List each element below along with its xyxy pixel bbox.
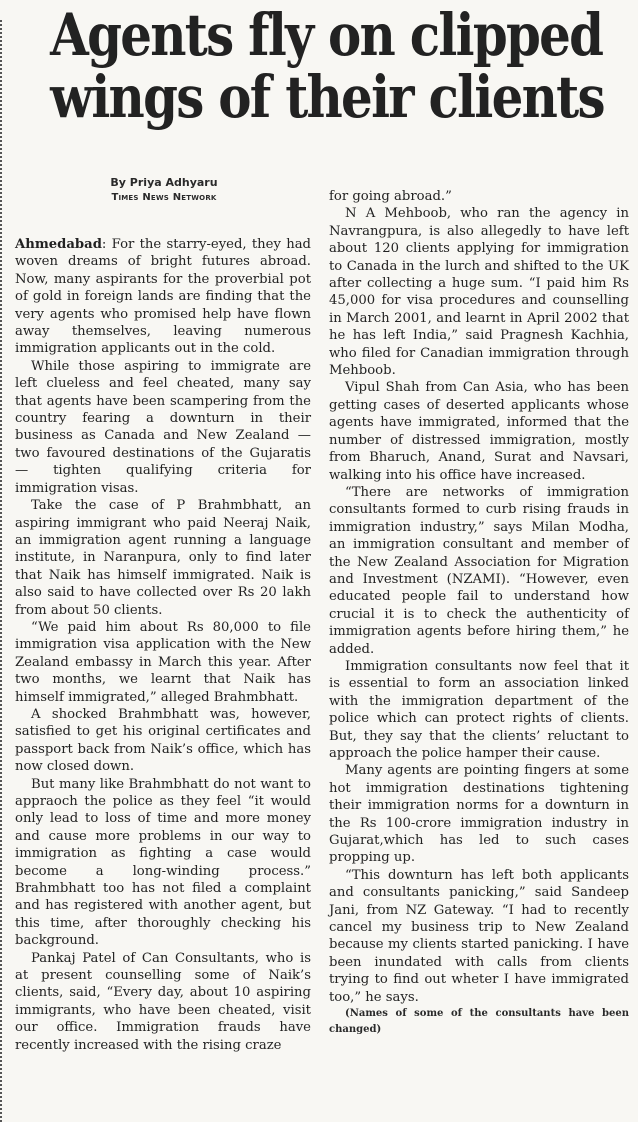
byline bbox=[18, 175, 310, 205]
paragraph: N A Mehboob, who ran the agency in Navrangpura, is also allegedly to have left about 120 clients applying for immigration to Canada in the lurch and shifted to the UK after collecting a huge sum. “I paid him Rs 45,000 for visa procedures and counselling in March 2001, and learnt in April 2002 that he has left India,” said Pragnesh Kachhia, who filed for Canadian immigration through Mehboob. bbox=[329, 206, 629, 379]
paragraph-text: : For the starry-eyed, they had woven dreams of bright futures abroad. Now, many aspirants for the proverbial pot of gold in foreign lands are finding that the very agents who promised help have flown away themselves, leaving numerous immigration applicants out in the cold. bbox=[15, 237, 311, 357]
paragraph: Take the case of P Brahmbhatt, an aspiring immigrant who paid Neeraj Naik, an immigration agent running a language institute, in Naranpura, only to find later that Naik has himself immigrated. Naik is also said to have collected over Rs 20 lakh from about 50 clients. bbox=[15, 498, 311, 618]
headline bbox=[6, 1, 636, 131]
paragraph: Pankaj Patel of Can Consultants, who is at present counselling some of Naik’s clients, said, “Every day, about 10 aspiring immigrants, who have been cheated, visit our office. Immigration frauds have recently increased with the rising craze bbox=[15, 950, 311, 1053]
paragraph: for going abroad.” bbox=[329, 189, 452, 204]
byline-agency: Times News Network bbox=[111, 192, 217, 203]
paragraph: Immigration consultants now feel that it is essential to form an association linked with the immigration department of the police which can protect rights of clients. But, they say that the clients’ reluctant to approach the police hamper their cause. bbox=[329, 658, 629, 761]
paragraph: “We paid him about Rs 80,000 to file immigration visa application with the New Zealand embassy in March this year. After two months, we learnt that Naik has himself immigrated,” alleged Brahmbhatt. bbox=[15, 619, 311, 705]
article-column-left bbox=[15, 236, 311, 1054]
editor-footnote: (Names of some of the consultants have been changed) bbox=[329, 1008, 629, 1036]
paragraph: “There are networks of immigration consultants formed to curb rising frauds in immigration industry,” says Milan Modha, an immigration consultant and member of the New Zealand Association for Migration and Investment (NZAMI). “However, even educated people fail to understand how crucial it is to check the authenticity of immigration agents before hiring them,” he added. bbox=[329, 484, 629, 657]
headline-line-2: wings of their clients bbox=[50, 63, 604, 131]
dotted-cut-border bbox=[0, 20, 4, 1122]
paragraph: Vipul Shah from Can Asia, who has been getting cases of deserted applicants whose agents have immigrated, informed that the number of distressed immigration, mostly from Bharuch, Anand, Surat and Navsari, walking into his office have increased. bbox=[329, 380, 629, 483]
dateline: Ahmedabad bbox=[15, 237, 102, 252]
paragraph: A shocked Brahmbhatt was, however, satisfied to get his original certificates and passport back from Naik’s office, which has now closed down. bbox=[15, 706, 311, 775]
article-column-right bbox=[329, 188, 629, 1038]
byline-author: By Priya Adhyaru bbox=[110, 176, 218, 189]
headline-line-1: Agents fly on clipped bbox=[50, 1, 603, 69]
paragraph bbox=[15, 236, 311, 358]
paragraph: But many like Brahmbhatt do not want to appraoch the police as they feel “it would only lead to loss of time and more money and cause more problems in our way to immigration as fighting a case would become a long-winding process.” Brahmbhatt too has not filed a complaint and has registered with another agent, but this time, after thoroughly checking his background. bbox=[15, 776, 311, 949]
paragraph: While those aspiring to immigrate are left clueless and feel cheated, many say that agents have been scampering from the country fearing a downturn in their business as Canada and New Zealand — two favoured destinations of the Gujaratis — tighten qualifying criteria for immigration visas. bbox=[15, 358, 311, 496]
paragraph: “This downturn has left both applicants and consultants panicking,” said Sandeep Jani, from NZ Gateway. “I had to recently cancel my business trip to New Zealand because my clients started panicking. I have been inundated with calls from clients trying to find out wheter I have immigrated too,” he says. bbox=[329, 867, 629, 1005]
paragraph: Many agents are pointing fingers at some hot immigration destinations tightening their immigration norms for a downturn in the Rs 100-crore immigration industry in Gujarat,which has led to such cases propping up. bbox=[329, 763, 629, 866]
